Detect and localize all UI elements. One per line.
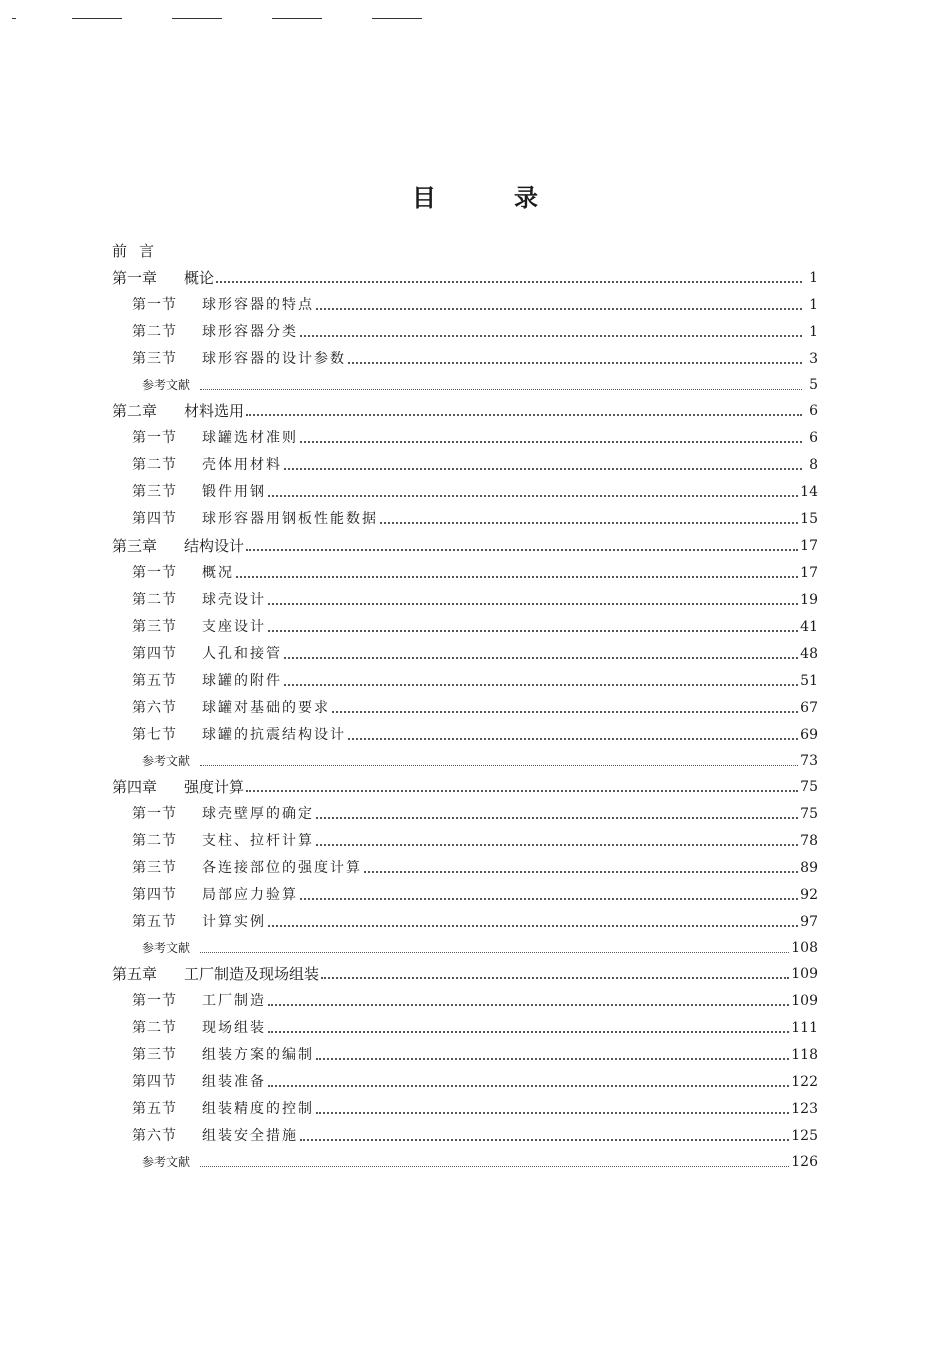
dot-leader bbox=[268, 630, 798, 632]
dot-leader bbox=[268, 495, 798, 497]
toc-entry-title: 强度计算 bbox=[184, 778, 245, 796]
dot-leader bbox=[268, 925, 798, 927]
toc-entry-label bbox=[132, 1042, 314, 1069]
toc-entry-section[interactable] bbox=[112, 614, 818, 641]
dot-leader bbox=[200, 952, 789, 953]
toc-entry-section[interactable] bbox=[112, 882, 818, 909]
toc-entry-page-number: 51 bbox=[800, 673, 818, 689]
toc-entry-ref[interactable] bbox=[112, 936, 818, 961]
dot-leader bbox=[316, 308, 802, 310]
toc-entry-section[interactable] bbox=[112, 346, 818, 373]
toc-entry-label bbox=[112, 774, 244, 801]
toc-entry-page-number: 67 bbox=[800, 700, 818, 716]
toc-entry-page-number: 126 bbox=[791, 1154, 818, 1170]
toc-entry-section[interactable] bbox=[112, 668, 818, 695]
toc-entry-title: 局部应力验算 bbox=[202, 887, 298, 903]
toc-entry-title: 组装安全措施 bbox=[202, 1128, 298, 1144]
toc-entry-prefix: 第三节 bbox=[132, 351, 177, 367]
toc-entry-ref[interactable] bbox=[112, 373, 818, 398]
toc-entry-chapter[interactable] bbox=[112, 398, 818, 425]
toc-entry-prefix: 第四节 bbox=[132, 511, 177, 527]
toc-entry-section[interactable] bbox=[112, 479, 818, 506]
toc-entry-label bbox=[132, 614, 266, 641]
header-rules bbox=[0, 18, 950, 22]
dot-leader bbox=[321, 977, 789, 979]
toc-entry-prefix: 第五节 bbox=[132, 673, 177, 689]
toc-entry-title: 球壳壁厚的确定 bbox=[202, 806, 314, 822]
toc-entry-title: 支座设计 bbox=[202, 619, 266, 635]
toc-entry-label bbox=[132, 479, 266, 506]
toc-entry-prefix: 第三节 bbox=[132, 860, 177, 876]
toc-entry-section[interactable] bbox=[112, 452, 818, 479]
toc-entry-section[interactable] bbox=[112, 292, 818, 319]
toc-entry-title: 球罐对基础的要求 bbox=[202, 700, 330, 716]
toc-entry-title: 球形容器分类 bbox=[202, 324, 298, 340]
toc-entry-prefix: 第一节 bbox=[132, 806, 177, 822]
toc-entry-prefix: 第四节 bbox=[132, 1074, 177, 1090]
toc-entry-title: 计算实例 bbox=[202, 914, 266, 930]
dot-leader bbox=[316, 844, 798, 846]
dot-leader bbox=[316, 1058, 789, 1060]
toc-entry-section[interactable] bbox=[112, 909, 818, 936]
toc-entry-prefix: 第二节 bbox=[132, 592, 177, 608]
toc-entry-label bbox=[132, 587, 266, 614]
toc-entry-prefix: 参考文献 bbox=[142, 941, 191, 955]
toc-entry-prefix: 第二节 bbox=[132, 457, 177, 473]
toc-entry-page-number: 75 bbox=[800, 806, 818, 822]
toc-entry-prefix: 第六节 bbox=[132, 1128, 177, 1144]
toc-entry-prefix: 第二章 bbox=[112, 402, 158, 420]
dot-leader bbox=[268, 1085, 789, 1087]
toc-entry-prefix: 第一节 bbox=[132, 565, 177, 581]
toc-entry-page-number: 108 bbox=[791, 940, 818, 956]
toc-entry-page-number: 5 bbox=[809, 377, 818, 393]
toc-entry-label bbox=[132, 1069, 266, 1096]
toc-entry-title: 球罐的附件 bbox=[202, 673, 282, 689]
toc-entry-label bbox=[142, 373, 190, 398]
toc-entry-section[interactable] bbox=[112, 801, 818, 828]
toc-entry-prefix: 第四节 bbox=[132, 646, 177, 662]
toc-entry-title: 现场组装 bbox=[202, 1020, 266, 1036]
page-title: 目录 bbox=[412, 184, 616, 212]
toc-entry-page-number: 15 bbox=[800, 511, 818, 527]
toc-entry-page-number: 41 bbox=[800, 619, 818, 635]
dot-leader bbox=[316, 817, 798, 819]
dot-leader bbox=[284, 684, 798, 686]
toc-entry-prefix: 第一节 bbox=[132, 297, 177, 313]
toc-entry-prefix: 第三章 bbox=[112, 537, 158, 555]
toc-entry-page-number: 111 bbox=[791, 1020, 818, 1036]
toc-entry-page-number: 78 bbox=[800, 833, 818, 849]
dot-leader bbox=[200, 389, 802, 390]
toc-entry-page-number: 89 bbox=[800, 860, 818, 876]
toc-entry-section[interactable] bbox=[112, 1015, 818, 1042]
dot-leader bbox=[300, 898, 798, 900]
toc-entry-prefix: 第六节 bbox=[132, 700, 177, 716]
toc-entry-prefix: 参考文献 bbox=[142, 754, 191, 768]
toc-entry-page-number: 109 bbox=[791, 966, 818, 982]
dot-leader bbox=[284, 468, 802, 470]
toc-entry-prefix: 第二节 bbox=[132, 1020, 177, 1036]
toc-entry-prefix: 第二节 bbox=[132, 324, 177, 340]
toc-entry-chapter[interactable] bbox=[112, 265, 818, 292]
toc-entry-prefix: 第七节 bbox=[132, 727, 177, 743]
toc-entry-section[interactable] bbox=[112, 695, 818, 722]
toc-entry-title: 组装方案的编制 bbox=[202, 1047, 314, 1063]
toc-entry-prefix: 第三节 bbox=[132, 1047, 177, 1063]
toc-entry-page-number: 1 bbox=[809, 324, 818, 340]
dot-leader bbox=[200, 765, 798, 766]
toc-entry-prefix: 第一节 bbox=[132, 430, 177, 446]
dot-leader bbox=[216, 281, 802, 283]
toc-entry-prefix: 第一章 bbox=[112, 269, 158, 287]
toc-entry-chapter[interactable] bbox=[112, 961, 818, 988]
toc-entry-page-number: 125 bbox=[791, 1128, 818, 1144]
toc-entry-label bbox=[132, 452, 282, 479]
toc-entry-label bbox=[132, 1096, 314, 1123]
header-rule bbox=[172, 18, 222, 19]
toc-entry-section[interactable] bbox=[112, 1123, 818, 1150]
dot-leader bbox=[300, 335, 802, 337]
dot-leader bbox=[300, 1139, 789, 1141]
toc-entry-label bbox=[132, 346, 346, 373]
dot-leader bbox=[284, 657, 798, 659]
toc-entry-label bbox=[132, 506, 378, 533]
toc-entry-label bbox=[132, 1015, 266, 1042]
toc-entry-section[interactable] bbox=[112, 1069, 818, 1096]
toc-entry-title: 球罐的抗震结构设计 bbox=[202, 727, 346, 743]
toc-entry-title: 球形容器用钢板性能数据 bbox=[202, 511, 378, 527]
toc-entry-label bbox=[112, 533, 244, 560]
dot-leader bbox=[268, 1031, 789, 1033]
toc-entry-section[interactable] bbox=[112, 587, 818, 614]
toc-entry-label bbox=[132, 828, 314, 855]
toc-entry-label bbox=[132, 722, 346, 749]
toc-entry-page-number: 92 bbox=[800, 887, 818, 903]
toc-entry-page-number: 73 bbox=[800, 753, 818, 769]
toc-entry-prefix: 前言 bbox=[112, 242, 167, 260]
dot-leader bbox=[332, 711, 798, 713]
toc-entry-prefix: 第五章 bbox=[112, 965, 158, 983]
toc-entry-page-number: 8 bbox=[809, 457, 818, 473]
toc-entry-prefix: 第三节 bbox=[132, 619, 177, 635]
toc-entry-label bbox=[142, 936, 190, 961]
toc-entry-title: 组装精度的控制 bbox=[202, 1101, 314, 1117]
toc-entry-section[interactable] bbox=[112, 425, 818, 452]
toc-entry-prefix: 参考文献 bbox=[142, 1155, 191, 1169]
toc-entry-section[interactable] bbox=[112, 506, 818, 533]
toc-entry-label bbox=[132, 292, 314, 319]
toc-entry-title: 各连接部位的强度计算 bbox=[202, 860, 362, 876]
toc-entry-label bbox=[112, 961, 319, 988]
toc-entry-page-number: 69 bbox=[800, 727, 818, 743]
header-rule bbox=[372, 18, 422, 19]
dot-leader bbox=[246, 790, 798, 792]
dot-leader bbox=[348, 362, 802, 364]
toc-entry-section[interactable] bbox=[112, 1096, 818, 1123]
toc-entry-label bbox=[112, 398, 244, 425]
toc-entry-ref[interactable] bbox=[112, 1150, 818, 1175]
header-rule bbox=[12, 18, 16, 19]
toc-entry-label bbox=[142, 1150, 190, 1175]
toc-entry-page-number: 19 bbox=[800, 592, 818, 608]
toc-entry-page-number: 1 bbox=[809, 270, 818, 286]
toc-entry-label bbox=[132, 668, 282, 695]
toc-entry-title: 锻件用钢 bbox=[202, 484, 266, 500]
toc-entry-label bbox=[132, 909, 266, 936]
toc-entry-chapter[interactable] bbox=[112, 533, 818, 560]
toc-entry-page-number: 6 bbox=[809, 430, 818, 446]
toc-entry-page-number: 123 bbox=[791, 1101, 818, 1117]
toc-entry-title: 概况 bbox=[202, 565, 234, 581]
toc-entry-page-number: 17 bbox=[800, 565, 818, 581]
toc-entry-page-number: 1 bbox=[809, 297, 818, 313]
toc-entry-page-number: 75 bbox=[800, 779, 818, 795]
dot-leader bbox=[268, 603, 798, 605]
dot-leader bbox=[268, 1004, 789, 1006]
header-rule bbox=[72, 18, 122, 19]
toc-entry-label bbox=[132, 641, 282, 668]
toc-entry-prefix: 第五节 bbox=[132, 914, 177, 930]
toc-entry-prefix: 第一节 bbox=[132, 993, 177, 1009]
toc-entry-title: 组装准备 bbox=[202, 1074, 266, 1090]
toc-entry-title: 材料选用 bbox=[184, 402, 245, 420]
dot-leader bbox=[348, 738, 798, 740]
toc-entry-label bbox=[132, 695, 330, 722]
toc-entry-label bbox=[132, 882, 298, 909]
toc-entry-ref[interactable] bbox=[112, 749, 818, 774]
dot-leader bbox=[246, 549, 798, 551]
toc-entry-title: 概论 bbox=[184, 269, 215, 287]
toc-entry-label bbox=[132, 801, 314, 828]
table-of-contents bbox=[112, 238, 818, 1175]
toc-entry-label bbox=[112, 238, 166, 265]
dot-leader bbox=[300, 441, 802, 443]
toc-entry-title: 球形容器的特点 bbox=[202, 297, 314, 313]
toc-entry-prefix: 参考文献 bbox=[142, 378, 191, 392]
toc-entry-page-number: 6 bbox=[809, 403, 818, 419]
toc-entry-label bbox=[132, 319, 298, 346]
dot-leader bbox=[364, 871, 798, 873]
dot-leader bbox=[246, 414, 802, 416]
header-rule bbox=[272, 18, 322, 19]
toc-entry-page-number: 97 bbox=[800, 914, 818, 930]
toc-entry-page-number: 17 bbox=[800, 538, 818, 554]
toc-entry-section[interactable] bbox=[112, 319, 818, 346]
toc-entry-label bbox=[142, 749, 190, 774]
toc-entry-page-number: 118 bbox=[791, 1047, 818, 1063]
dot-leader bbox=[236, 576, 798, 578]
toc-entry-title: 球罐选材准则 bbox=[202, 430, 298, 446]
dot-leader bbox=[200, 1166, 789, 1167]
toc-entry-label bbox=[132, 1123, 298, 1150]
toc-entry-title: 壳体用材料 bbox=[202, 457, 282, 473]
toc-entry-title: 人孔和接管 bbox=[202, 646, 282, 662]
toc-entry-section[interactable] bbox=[112, 988, 818, 1015]
toc-entry-page-number: 3 bbox=[809, 351, 818, 367]
toc-entry-section[interactable] bbox=[112, 855, 818, 882]
toc-entry-label bbox=[112, 265, 214, 292]
toc-entry-section[interactable] bbox=[112, 641, 818, 668]
toc-entry-prefix: 第四章 bbox=[112, 778, 158, 796]
toc-entry-section[interactable] bbox=[112, 722, 818, 749]
toc-entry-prefix: 第三节 bbox=[132, 484, 177, 500]
toc-entry-title: 结构设计 bbox=[184, 537, 245, 555]
toc-entry-chapter[interactable] bbox=[112, 774, 818, 801]
toc-entry-title: 球形容器的设计参数 bbox=[202, 351, 346, 367]
dot-leader bbox=[380, 522, 798, 524]
toc-entry-title: 球壳设计 bbox=[202, 592, 266, 608]
toc-entry-prefix: 第二节 bbox=[132, 833, 177, 849]
toc-entry-label bbox=[132, 560, 234, 587]
toc-entry-page-number: 122 bbox=[791, 1074, 818, 1090]
toc-entry-title: 工厂制造 bbox=[202, 993, 266, 1009]
toc-entry-preface[interactable] bbox=[112, 238, 818, 265]
toc-entry-page-number: 14 bbox=[800, 484, 818, 500]
toc-entry-prefix: 第四节 bbox=[132, 887, 177, 903]
toc-entry-title: 工厂制造及现场组装 bbox=[184, 965, 320, 983]
toc-entry-section[interactable] bbox=[112, 1042, 818, 1069]
dot-leader bbox=[316, 1112, 789, 1114]
toc-entry-section[interactable] bbox=[112, 560, 818, 587]
toc-entry-label bbox=[132, 425, 298, 452]
toc-entry-label bbox=[132, 855, 362, 882]
toc-entry-prefix: 第五节 bbox=[132, 1101, 177, 1117]
toc-entry-section[interactable] bbox=[112, 828, 818, 855]
toc-entry-title: 支柱、拉杆计算 bbox=[202, 833, 314, 849]
toc-entry-page-number: 48 bbox=[800, 646, 818, 662]
toc-entry-label bbox=[132, 988, 266, 1015]
toc-entry-page-number: 109 bbox=[791, 993, 818, 1009]
